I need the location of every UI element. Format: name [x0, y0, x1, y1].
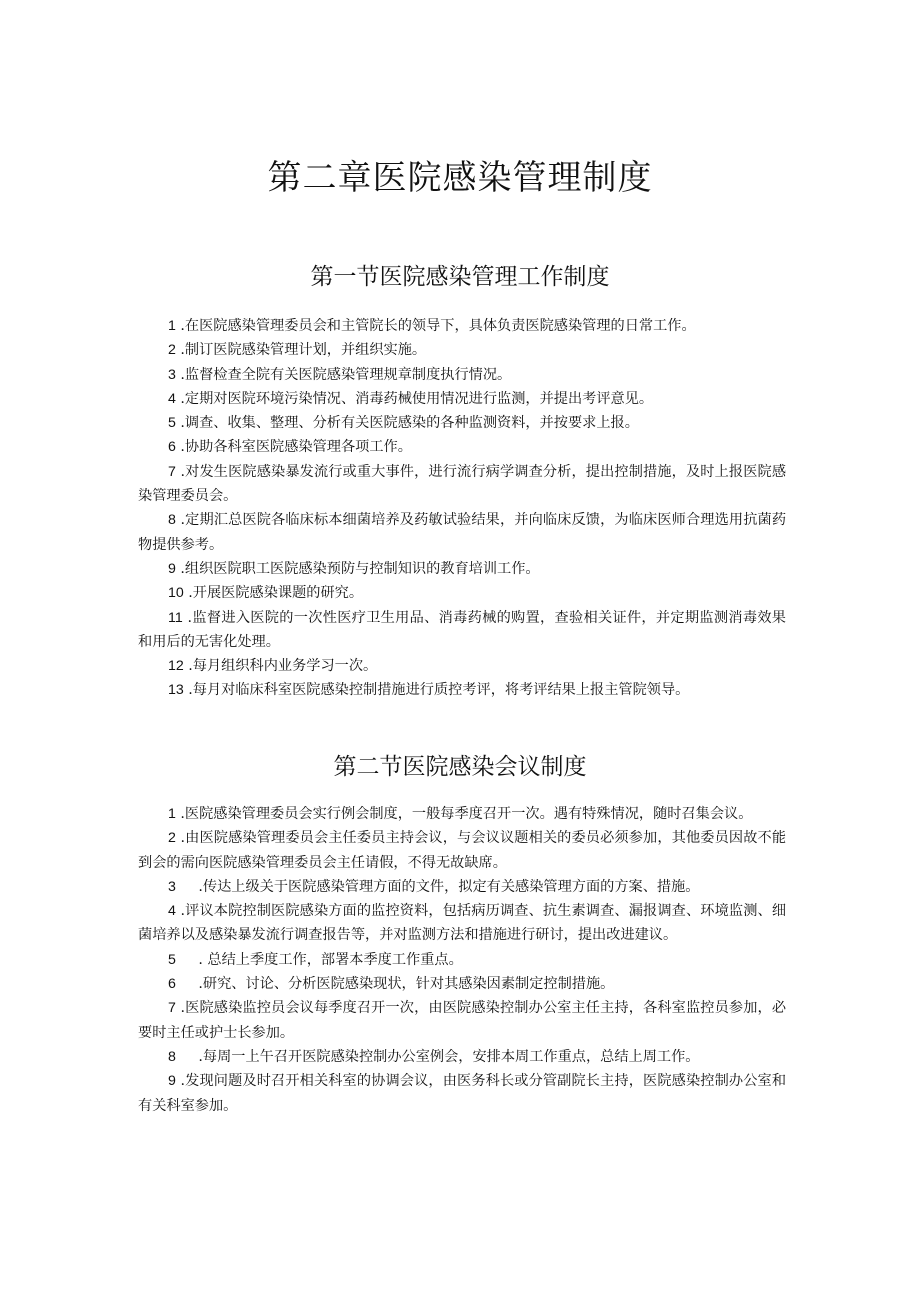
list-item: [138, 314, 786, 338]
item-number: 9: [168, 560, 176, 577]
list-item: [138, 435, 786, 459]
item-text: .传达上级关于医院感染管理方面的文件，拟定有关感染管理方面的方案、措施。: [198, 878, 700, 895]
item-number: 8: [168, 512, 176, 529]
list-item: [138, 606, 786, 655]
list-item: [138, 802, 786, 826]
item-text: .每月对临床科室医院感染控制措施进行质控考评，将考评结果上报主管院领导。: [188, 682, 690, 699]
item-text: .医院感染管理委员会实行例会制度，一般每季度召开一次。遇有特殊情况，随时召集会议。: [180, 806, 753, 822]
item-text: . 总结上季度工作，部署本季度工作重点。: [198, 951, 463, 968]
list-item: [138, 678, 786, 702]
item-text: .监督进入医院的一次性医疗卫生用品、消毒药械的购置，查验相关证件，并定期监测消毒效果和用后的无害化处理。: [138, 609, 786, 650]
chapter-title: 第二章医院感染管理制度: [267, 158, 653, 198]
item-number: 5: [168, 951, 176, 968]
item-number: 6: [168, 439, 176, 456]
item-number: 2: [168, 830, 176, 847]
item-text: .监督检查全院有关医院感染管理规章制度执行情况。: [180, 366, 512, 383]
item-text: .发现问题及时召开相关科室的协调会议，由医务科长或分管副院长主持，医院感染控制办公室和有关科室参加。: [138, 1073, 787, 1114]
item-number: 4: [168, 390, 176, 407]
list-item: [138, 1045, 786, 1069]
item-number: 7: [168, 463, 176, 480]
list-item: [138, 948, 786, 972]
list-item: [138, 972, 786, 996]
item-text: .研究、讨论、分析医院感染现状，针对其感染因素制定控制措施。: [198, 976, 615, 993]
item-text: .每周一上午召开医院感染控制办公室例会，安排本周工作重点，总结上周工作。: [198, 1048, 700, 1065]
item-number: 4: [168, 903, 176, 920]
section-2-list: [138, 802, 786, 1118]
item-number: 11: [168, 609, 183, 626]
list-item: [138, 826, 786, 875]
section-1-list: [138, 314, 786, 703]
item-number: 7: [168, 1000, 176, 1017]
list-item: [138, 1069, 786, 1118]
item-text: .由医院感染管理委员会主任委员主持会议，与会议议题相关的委员必须参加，其他委员因故不能到会的需向医院感染管理委员会主任请假，不得无故缺席。: [138, 830, 787, 871]
item-number: 2: [168, 342, 176, 359]
item-text: .调查、收集、整理、分析有关医院感染的各种监测资料，并按要求上报。: [180, 415, 639, 432]
list-item: [138, 338, 786, 362]
item-number: 13: [168, 682, 184, 699]
item-text: .医院感染监控员会议每季度召开一次，由医院感染控制办公室主任主持，各科室监控员参加，必要时主任或护士长参加。: [138, 1000, 787, 1041]
list-item: [138, 460, 786, 509]
item-text: .对发生医院感染暴发流行或重大事件，进行流行病学调查分析，提出控制措施，及时上报医院感染管理委员会。: [138, 463, 787, 505]
section-2-title: 第二节医院感染会议制度: [333, 754, 587, 780]
list-item: [138, 363, 786, 387]
list-item: [138, 411, 786, 435]
item-number: 6: [168, 976, 176, 993]
item-number: 12: [168, 658, 184, 675]
list-item: [138, 387, 786, 411]
item-text: .定期对医院环境污染情况、消毒药械使用情况进行监测，并提出考评意见。: [180, 390, 654, 407]
list-item: [138, 581, 786, 605]
item-text: .组织医院职工医院感染预防与控制知识的教育培训工作。: [180, 560, 540, 577]
item-text: .评议本院控制医院感染方面的监控资料，包括病历调查、抗生素调查、漏报调查、环境监测、细菌培养以及感染暴发流行调查报告等，并对监测方法和措施进行研讨，提出改进建议。: [138, 903, 787, 944]
item-text: .每月组织科内业务学习一次。: [188, 658, 378, 675]
item-text: .制订医院感染管理计划，并组织实施。: [180, 342, 427, 359]
item-text: .定期汇总医院各临床标本细菌培养及药敏试验结果，并向临床反馈，为临床医师合理选用抗菌药物提供参考。: [138, 512, 787, 553]
list-item: [138, 996, 786, 1045]
item-number: 9: [168, 1073, 176, 1090]
item-number: 3: [168, 878, 176, 895]
list-item: [138, 654, 786, 678]
list-item: [138, 899, 786, 948]
item-number: 1: [168, 806, 176, 822]
list-item: [138, 557, 786, 581]
section-1-title: 第一节医院感染管理工作制度: [310, 264, 610, 290]
item-number: 5: [168, 415, 176, 432]
item-text: .开展医院感染课题的研究。: [188, 585, 364, 602]
item-number: 1: [168, 318, 176, 334]
item-number: 10: [168, 585, 184, 602]
list-item: [138, 875, 786, 899]
item-text: .在医院感染管理委员会和主管院长的领导下，具体负责医院感染管理的日常工作。: [180, 318, 696, 334]
item-number: 8: [168, 1048, 176, 1065]
item-number: 3: [168, 366, 176, 383]
list-item: [138, 508, 786, 557]
item-text: .协助各科室医院感染管理各项工作。: [180, 439, 412, 456]
